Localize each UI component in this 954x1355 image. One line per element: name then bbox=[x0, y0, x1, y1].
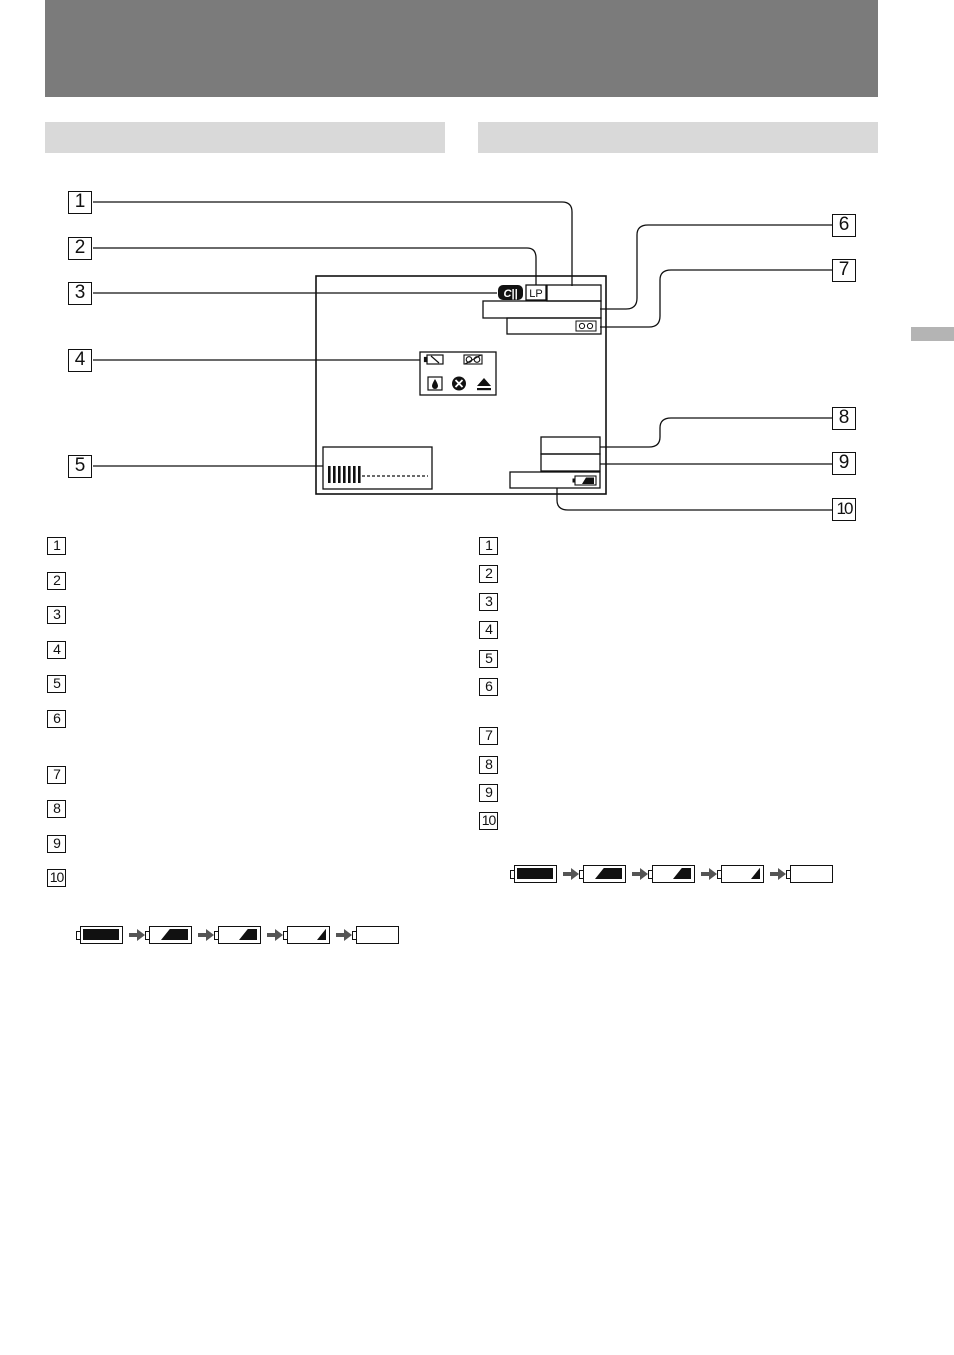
callout-number: 7 bbox=[832, 259, 856, 282]
battery-level-icon bbox=[721, 865, 764, 883]
list-item-number: 8 bbox=[47, 800, 66, 818]
list-item-number: 3 bbox=[47, 606, 66, 624]
arrow-right-icon bbox=[267, 929, 283, 941]
list-item-number: 4 bbox=[479, 621, 498, 639]
arrow-right-icon bbox=[632, 868, 648, 880]
leader-line-7 bbox=[600, 270, 833, 327]
battery-icon bbox=[573, 476, 597, 485]
battery-level-icon bbox=[149, 926, 192, 944]
list-item-number: 2 bbox=[479, 565, 498, 583]
battery-level-icon bbox=[80, 926, 123, 944]
callout-number: 2 bbox=[68, 237, 92, 260]
list-item-number: 10 bbox=[47, 869, 66, 887]
arrow-right-icon bbox=[129, 929, 145, 941]
callout-number: 6 bbox=[832, 214, 856, 237]
callout-number: 1 bbox=[68, 191, 92, 214]
arrow-right-icon bbox=[336, 929, 352, 941]
list-item-number: 2 bbox=[47, 572, 66, 590]
list-item-number: 7 bbox=[47, 766, 66, 784]
battery-warning-icon bbox=[425, 355, 444, 364]
callout-number: 9 bbox=[832, 452, 856, 475]
arrow-right-icon bbox=[701, 868, 717, 880]
arrow-right-icon bbox=[563, 868, 579, 880]
counter-box bbox=[547, 285, 601, 301]
svg-text:C||: C|| bbox=[503, 288, 518, 300]
callout-number: 10 bbox=[832, 498, 856, 521]
arrow-right-icon bbox=[198, 929, 214, 941]
arrow-right-icon bbox=[770, 868, 786, 880]
list-item-number: 7 bbox=[479, 727, 498, 745]
callout-number: 3 bbox=[68, 282, 92, 305]
callout-number: 5 bbox=[68, 455, 92, 478]
battery-level-icon bbox=[287, 926, 330, 944]
callout-number: 4 bbox=[68, 349, 92, 372]
battery-level-icon bbox=[652, 865, 695, 883]
callout-number: 8 bbox=[832, 407, 856, 430]
svg-text:LP: LP bbox=[529, 288, 543, 300]
list-item-number: 5 bbox=[47, 675, 66, 693]
battery-level-icon bbox=[514, 865, 557, 883]
tape-remaining-box bbox=[483, 301, 601, 318]
eject-icon bbox=[477, 378, 491, 390]
list-item-number: 1 bbox=[479, 537, 498, 555]
leader-line-2 bbox=[93, 248, 536, 286]
leader-line-6 bbox=[600, 225, 833, 309]
list-item-number: 9 bbox=[479, 784, 498, 802]
level-meter-icon bbox=[328, 466, 428, 483]
battery-level-icon bbox=[356, 926, 399, 944]
cassette-icon bbox=[576, 321, 596, 331]
list-item-number: 4 bbox=[47, 641, 66, 659]
list-item-number: 5 bbox=[479, 650, 498, 668]
time-box bbox=[541, 454, 600, 471]
cassette-memory-icon bbox=[498, 285, 523, 300]
battery-level-sequence-left bbox=[80, 926, 399, 944]
battery-level-icon bbox=[790, 865, 833, 883]
battery-level-icon bbox=[583, 865, 626, 883]
leader-line-10 bbox=[557, 488, 833, 510]
list-item-number: 8 bbox=[479, 756, 498, 774]
list-item-number: 6 bbox=[47, 710, 66, 728]
error-icon bbox=[452, 377, 466, 391]
display-diagram bbox=[0, 0, 954, 530]
leader-line-8 bbox=[600, 418, 833, 447]
battery-level-sequence-right bbox=[514, 865, 833, 883]
moisture-icon bbox=[428, 377, 442, 390]
date-box bbox=[541, 437, 600, 454]
list-item-number: 1 bbox=[47, 537, 66, 555]
list-item-number: 9 bbox=[47, 835, 66, 853]
leader-line-1 bbox=[93, 202, 572, 286]
tape-speed-indicator bbox=[526, 285, 546, 300]
tape-warning-icon bbox=[464, 355, 482, 364]
list-item-number: 6 bbox=[479, 678, 498, 696]
battery-level-icon bbox=[218, 926, 261, 944]
list-item-number: 10 bbox=[479, 812, 498, 830]
list-item-number: 3 bbox=[479, 593, 498, 611]
